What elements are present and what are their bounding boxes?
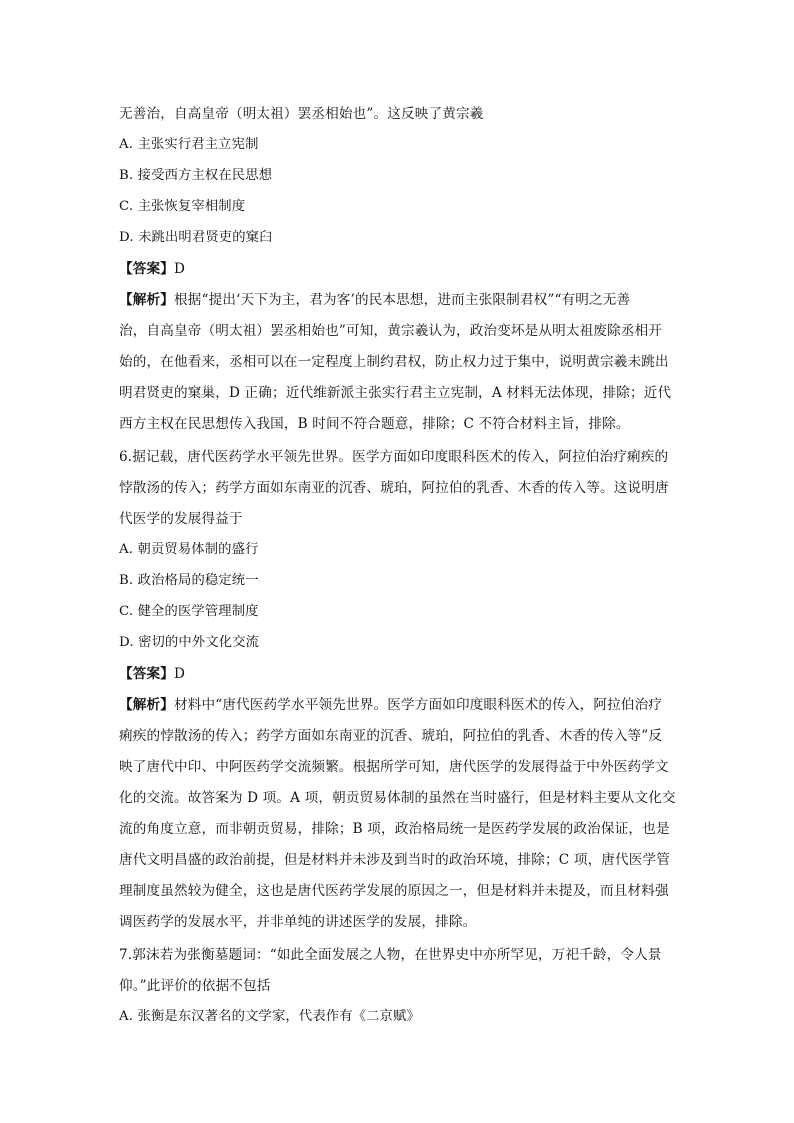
q5-stem-tail: 无善治，自高皇帝（明太祖）罢丞相始也”。这反映了黄宗羲 [119,106,484,122]
q7-option-a: A. 张衡是东汉著名的文学家，代表作有《二京赋》 [119,1009,420,1024]
q6-answer [119,664,689,684]
q5-option-b: B. 接受西方主权在民思想 [119,168,273,183]
q6-analysis-line-6: 唐代文明昌盛的政治前提，但是材料并未涉及到当时的政治环境，排除；C 项，唐代医学管 [119,852,671,868]
answer-label: 【答案】 [119,261,174,277]
q5-analysis-line-2: 治，自高皇帝（明太祖）罢丞相始也”可知，黄宗羲认为，政治变坏是从明太祖废除丞相开 [119,323,663,339]
q6-answer-value: D [173,666,186,682]
q7-stem-line-1: 7.郭沫若为张衡墓题词：“如此全面发展之人物，在世界史中亦所罕见，万祀千龄，令人景 [119,947,662,963]
q6-analysis-line-4: 化的交流。故答案为 D 项。A 项，朝贡贸易体制的虽然在当时盛行，但是材料主要从文化交 [119,790,676,806]
analysis-label: 【解析】 [119,697,174,713]
analysis-label: 【解析】 [119,292,174,308]
q6-analysis-line-3: 映了唐代中印、中阿医药学交流频繁。根据所学可知，唐代医学的发展得益于中外医药学文 [119,759,669,775]
q6-option-d: D. 密切的中外文化交流 [119,635,260,650]
q6-analysis-line-7: 理制度虽然较为健全，这也是唐代医药学发展的原因之一，但是材料并未提及，而且材料强 [119,883,669,899]
q5-answer [119,259,689,279]
q5-option-c: C. 主张恢复宰相制度 [119,199,246,214]
q6-stem-line-3: 代医学的发展得益于 [119,511,243,527]
q5-analysis-line-1: 【解析】根据“提出‘天下为主，君为客’的民本思想，进而主张限制君权”“有明之无善 [119,292,631,308]
q6-option-b: B. 政治格局的稳定统一 [119,573,259,588]
answer-label: 【答案】 [119,666,174,682]
q6-option-c: C. 健全的医学管理制度 [119,604,259,619]
q5-analysis-line-4: 明君贤吏的窠巢，D 正确；近代维新派主张实行君主立宪制，A 材料无法体现，排除；近代 [119,385,672,401]
q6-analysis-line-8: 调医药学的发展水平，并非单纯的讲述医学的发展，排除。 [119,914,477,930]
q6-stem-line-1: 6.据记载，唐代医药学水平领先世界。医学方面如印度眼科医术的传入，阿拉伯治疗痢疾的 [119,449,669,465]
q5-analysis-line-3: 始的，在他看来，丞相可以在一定程度上制约君权，防止权力过于集中，说明黄宗羲未跳出 [119,354,669,370]
q7-stem-line-2: 仰。”此评价的依据不包括 [119,978,271,994]
q5-answer-value: D [173,261,186,277]
q6-stem-line-2: 悖散汤的传入；药学方面如东南亚的沉香、琥珀，阿拉伯的乳香、木香的传入等。这说明唐 [119,480,669,496]
q6-analysis-line-1: 【解析】材料中“唐代医药学水平领先世界。医学方面如印度眼科医术的传入，阿拉伯治疗 [119,697,663,713]
q5-option-d: D. 未跳出明君贤吏的窠臼 [119,230,273,245]
q5-option-a: A. 主张实行君主立宪制 [119,137,259,152]
q5-analysis-line-5: 西方主权在民思想传入我国，B 时间不符合题意，排除；C 不符合材料主旨，排除。 [119,416,630,432]
q6-analysis-line-2: 痢疾的悖散汤的传入；药学方面如东南亚的沉香、琥珀，阿拉伯的乳香、木香的传入等”反 [119,728,663,744]
q6-analysis-line-5: 流的角度立意，而非朝贡贸易，排除；B 项，政治格局统一是医药学发展的政治保证，也是 [119,821,670,837]
q6-option-a: A. 朝贡贸易体制的盛行 [119,542,259,557]
